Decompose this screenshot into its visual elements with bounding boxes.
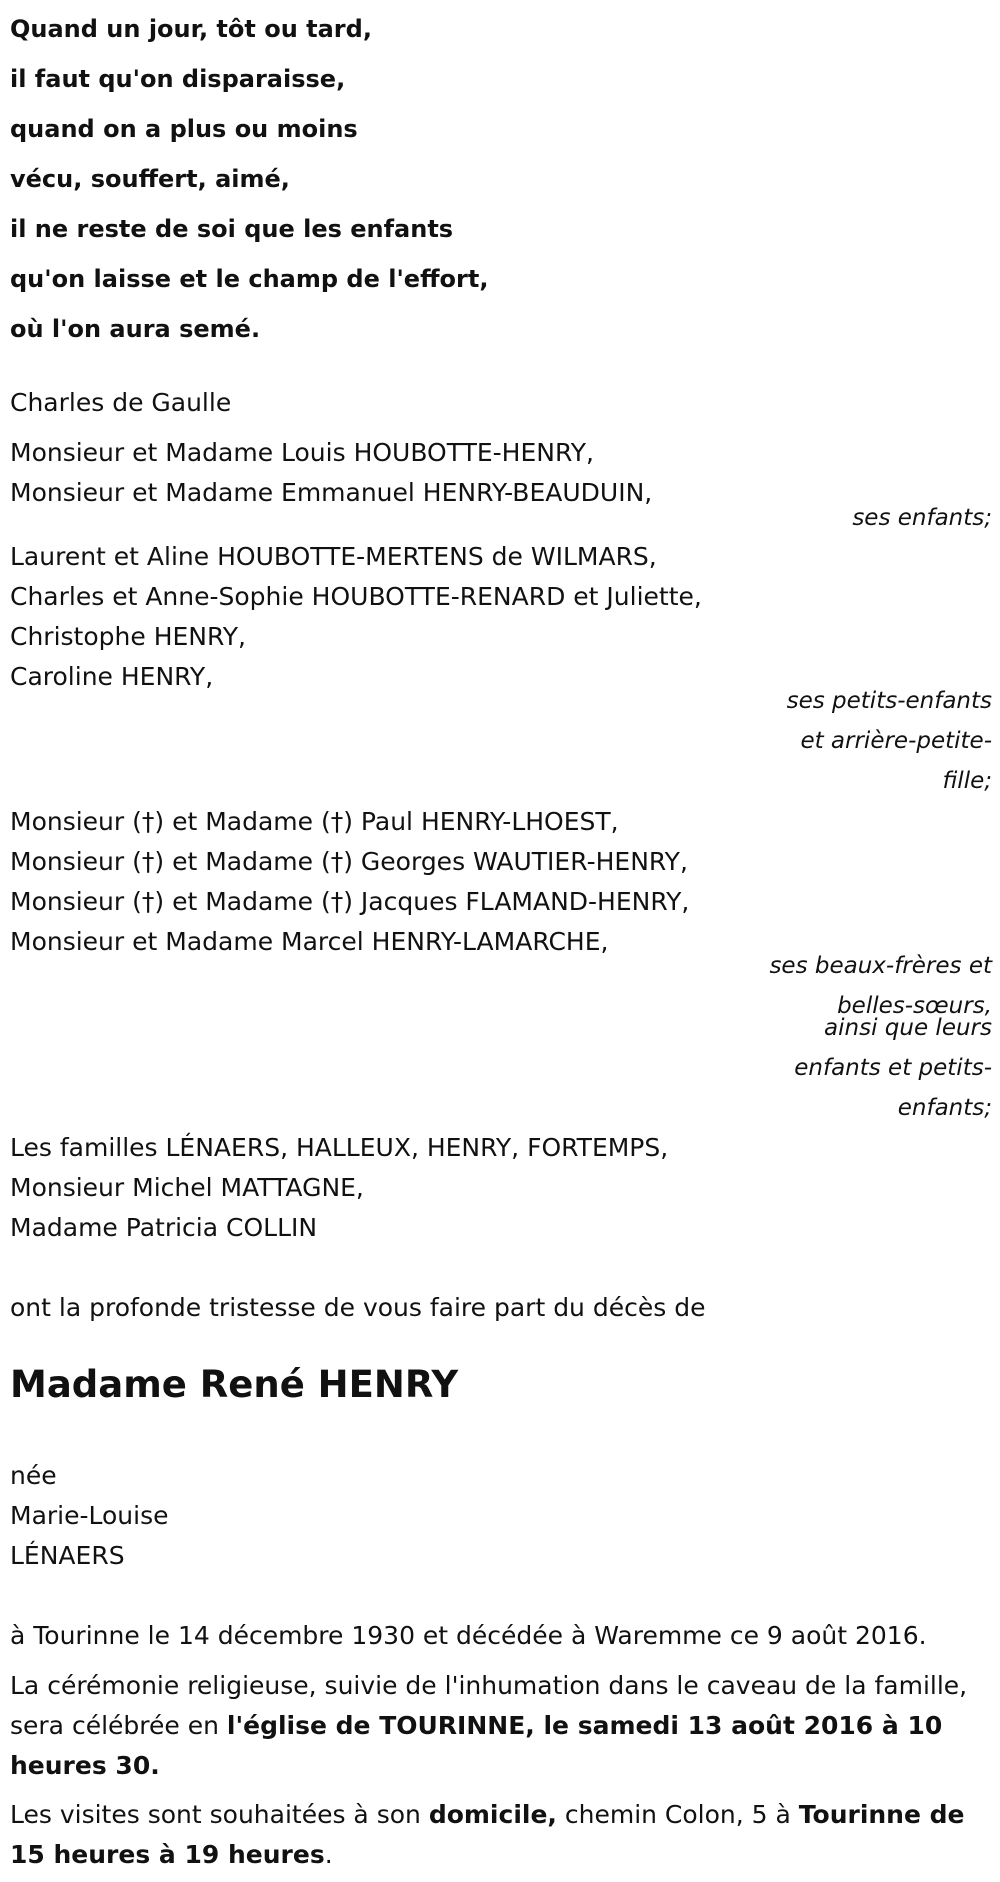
- poem: [10, 4, 488, 354]
- relation-grandchildren: [762, 681, 992, 801]
- family-name: Monsieur et Madame Marcel HENRY-LAMARCHE,: [10, 927, 609, 956]
- families-list: [10, 1128, 668, 1248]
- visits-text-plain: Les visites sont souhaitées à son: [10, 1800, 429, 1829]
- children-list: [10, 433, 652, 513]
- relation-line: et arrière-petite-: [800, 728, 992, 754]
- visits-text: [10, 1795, 1000, 1875]
- relation-line: enfants et petits-: [794, 1055, 992, 1081]
- family-name: Monsieur (†) et Madame (†) Paul HENRY-LHOEST,: [10, 807, 619, 836]
- relation-line: ses beaux-frères et: [769, 953, 992, 979]
- poem-line: il faut qu'on disparaisse,: [10, 65, 346, 93]
- poem-line: il ne reste de soi que les enfants: [10, 215, 454, 243]
- ceremony-text: [10, 1666, 1000, 1786]
- family-name: Monsieur Michel MATTAGNE,: [10, 1173, 364, 1202]
- poem-line: où l'on aura semé.: [10, 315, 261, 343]
- visits-hours: Tourinne de 15 heures à 19 heures: [10, 1800, 965, 1869]
- poem-author: Charles de Gaulle: [10, 388, 232, 417]
- visits-end: .: [324, 1840, 333, 1869]
- family-name: Monsieur (†) et Madame (†) Jacques FLAMAND-HENRY,: [10, 887, 690, 916]
- announcement: ont la profonde tristesse de vous faire part du décès de: [10, 1293, 706, 1322]
- visits-address: chemin Colon, 5 à: [556, 1800, 799, 1829]
- grandchildren-list: [10, 537, 702, 697]
- family-name: Monsieur (†) et Madame (†) Georges WAUTIER-HENRY,: [10, 847, 688, 876]
- family-name: Charles et Anne-Sophie HOUBOTTE-RENARD et Juliette,: [10, 582, 702, 611]
- relation-line: belles-sœurs,: [837, 993, 992, 1019]
- family-name: Monsieur et Madame Louis HOUBOTTE-HENRY,: [10, 438, 594, 467]
- birth-name-line: née: [10, 1461, 57, 1490]
- relation-line: ses petits-enfants: [786, 688, 992, 714]
- poem-line: quand on a plus ou moins: [10, 115, 358, 143]
- relation-line: ses enfants;: [852, 505, 992, 531]
- birth-name-line: LÉNAERS: [10, 1541, 125, 1570]
- relation-children: [762, 498, 992, 538]
- family-name: Monsieur et Madame Emmanuel HENRY-BEAUDUIN,: [10, 478, 653, 507]
- poem-line: Quand un jour, tôt ou tard,: [10, 15, 372, 43]
- relation-line: ainsi que leurs: [824, 1015, 992, 1041]
- family-name: Laurent et Aline HOUBOTTE-MERTENS de WILMARS,: [10, 542, 657, 571]
- family-name: Les familles LÉNAERS, HALLEUX, HENRY, FORTEMPS,: [10, 1133, 669, 1162]
- poem-line: vécu, souffert, aimé,: [10, 165, 290, 193]
- deceased-name: Madame René HENRY: [10, 1363, 459, 1406]
- family-name: Christophe HENRY,: [10, 622, 246, 651]
- ceremony-location-time: l'église de TOURINNE, le samedi 13 août 2016 à 10 heures 30.: [10, 1711, 943, 1780]
- birth-name-line: Marie-Louise: [10, 1501, 169, 1530]
- relation-line: fille;: [942, 768, 992, 794]
- birth-name: [10, 1456, 169, 1576]
- dates-text: à Tourinne le 14 décembre 1930 et décédée à Waremme ce 9 août 2016.: [10, 1621, 927, 1650]
- poem-line: qu'on laisse et le champ de l'effort,: [10, 265, 489, 293]
- relation-line: enfants;: [897, 1095, 992, 1121]
- relation-inlaws-children: [762, 1008, 992, 1128]
- family-name: Caroline HENRY,: [10, 662, 214, 691]
- visits-domicile: domicile,: [428, 1800, 557, 1829]
- ceremony-text-plain: La cérémonie religieuse, suivie de l'inhumation dans le caveau de la famille, sera célébrée en: [10, 1671, 968, 1740]
- inlaws-list: [10, 802, 689, 962]
- family-name: Madame Patricia COLLIN: [10, 1213, 318, 1242]
